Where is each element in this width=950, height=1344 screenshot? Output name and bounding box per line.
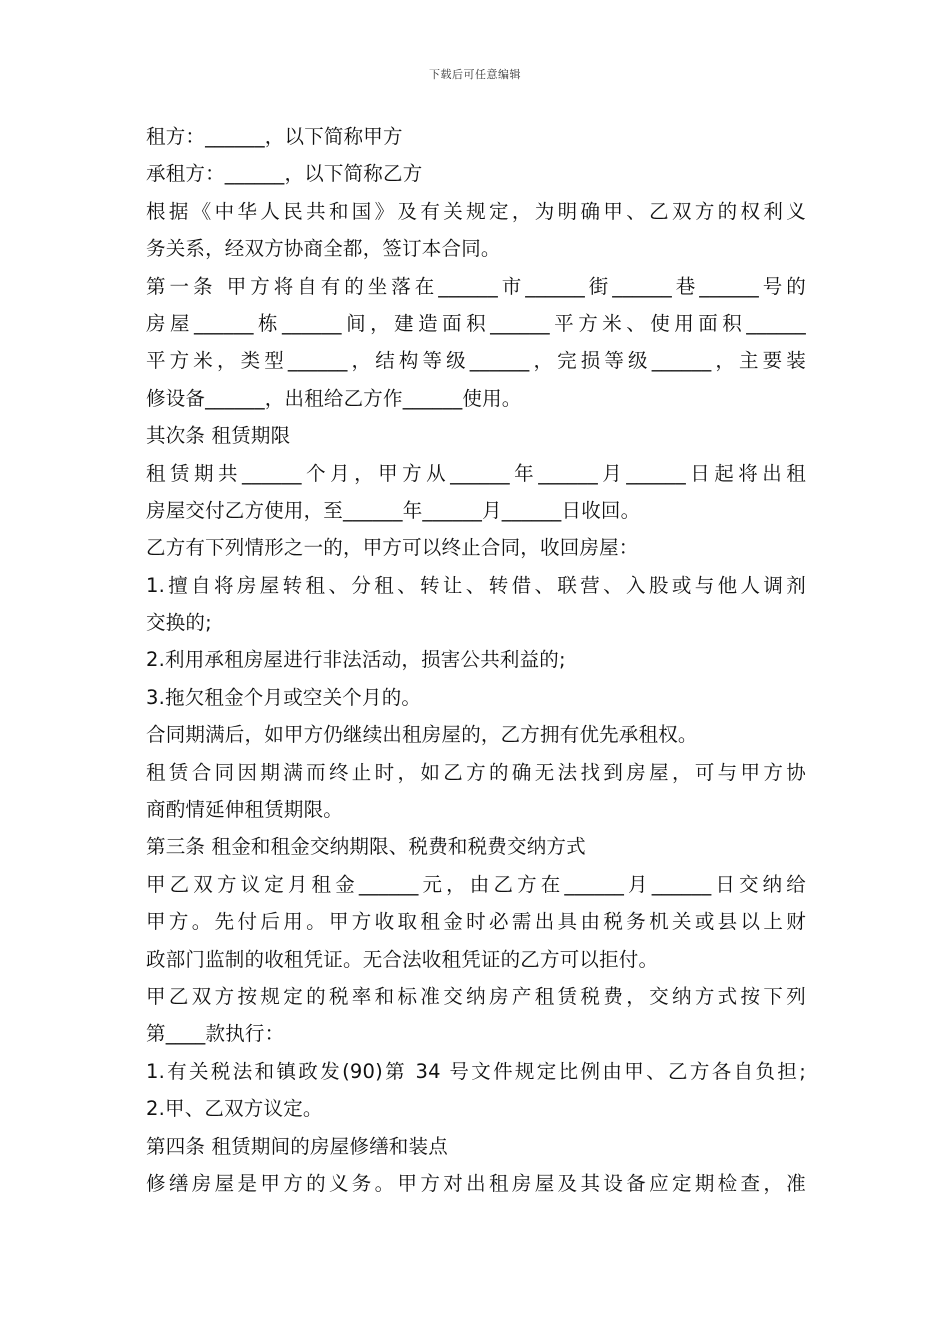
text-line: 平方米，类型______，结构等级______，完损等级______，主要装 — [146, 349, 806, 373]
document-body — [146, 118, 806, 1202]
text-line: 1.有关税法和镇政发(90)第 34 号文件规定比例由甲、乙方各自负担; — [146, 1059, 806, 1083]
text-line: 商酌情延伸租赁期限。 — [146, 798, 344, 822]
text-line: 甲乙双方议定月租金______元，由乙方在______月______日交纳给 — [146, 872, 806, 896]
text-line: 根据《中华人民共和国》及有关规定，为明确甲、乙双方的权利义 — [146, 199, 806, 223]
text-line: 1.擅自将房屋转租、分租、转让、转借、联营、入股或与他人调剂 — [146, 573, 806, 597]
text-line: 第四条 租赁期间的房屋修缮和装点 — [146, 1134, 448, 1158]
text-line: 房屋______栋______间，建造面积______平方米、使用面积______ — [146, 311, 806, 335]
text-line: 房屋交付乙方使用，至______年______月______日收回。 — [146, 498, 641, 522]
text-line: 3.拖欠租金个月或空关个月的。 — [146, 685, 422, 709]
text-line: 合同期满后，如甲方仍继续出租房屋的，乙方拥有优先承租权。 — [146, 723, 698, 747]
text-line: 交换的; — [146, 611, 212, 635]
text-line: 甲方。先付后用。甲方收取租金时必需出具由税务机关或县以上财 — [146, 910, 806, 934]
text-line: 第三条 租金和租金交纳期限、税费和税费交纳方式 — [146, 835, 586, 859]
text-line: 乙方有下列情形之一的，甲方可以终止合同，收回房屋： — [146, 536, 639, 560]
text-line: 第____款执行： — [146, 1022, 285, 1046]
text-line: 务关系，经双方协商全都，签订本合同。 — [146, 237, 501, 261]
text-line: 租赁期共______个月，甲方从______年______月______日起将出租 — [146, 461, 806, 485]
text-line: 政部门监制的收租凭证。无合法收租凭证的乙方可以拒付。 — [146, 947, 659, 971]
text-line: 甲乙双方按规定的税率和标准交纳房产租赁税费，交纳方式按下列 — [146, 984, 806, 1008]
text-line: 租方：______，以下简称甲方 — [146, 125, 403, 148]
text-line: 第一条 甲方将自有的坐落在______市______街______巷______号的 — [146, 274, 806, 298]
text-line: 2.利用承租房屋进行非法活动，损害公共利益的; — [146, 648, 566, 672]
text-line: 其次条 租赁期限 — [146, 424, 291, 448]
text-line: 租赁合同因期满而终止时，如乙方的确无法找到房屋，可与甲方协 — [146, 760, 806, 784]
text-line: 修设备______，出租给乙方作______使用。 — [146, 386, 522, 410]
text-line: 2.甲、乙双方议定。 — [146, 1097, 323, 1121]
page-header: 下载后可任意编辑 — [429, 68, 521, 81]
text-line: 承租方：______，以下简称乙方 — [146, 162, 423, 186]
text-line: 修缮房屋是甲方的义务。甲方对出租房屋及其设备应定期检查，准 — [146, 1171, 806, 1195]
